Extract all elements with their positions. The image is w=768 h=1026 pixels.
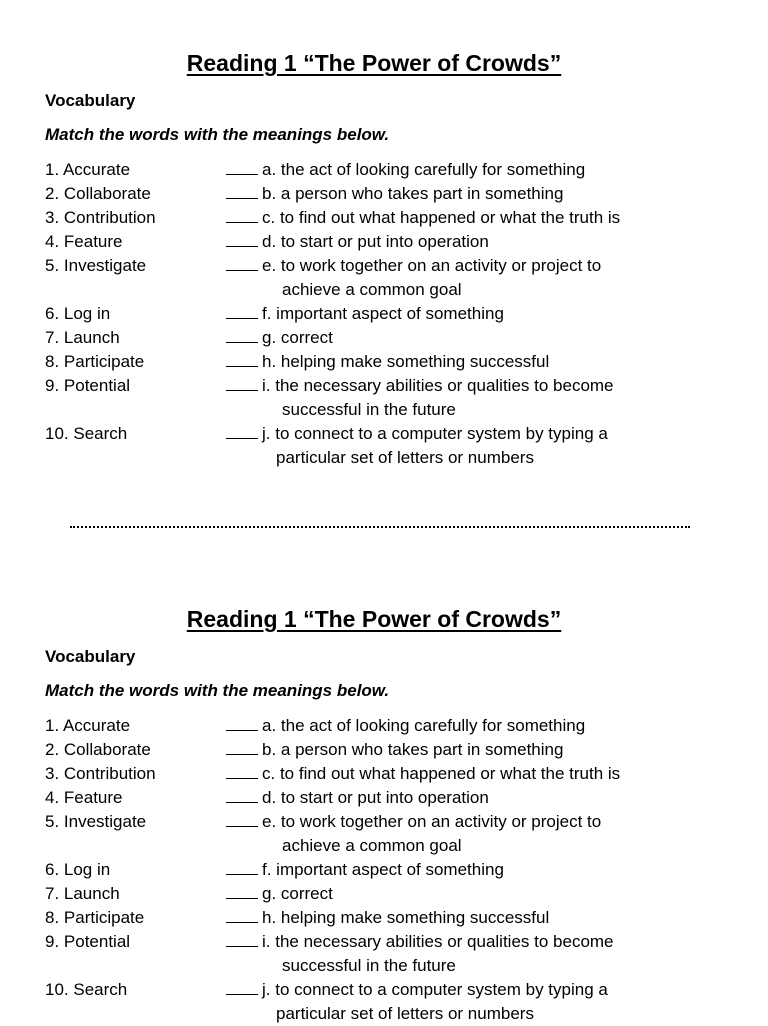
meaning-item bbox=[226, 978, 608, 1002]
word-item: 8. Participate bbox=[45, 352, 145, 371]
meaning-continuation: particular set of letters or numbers bbox=[276, 448, 534, 467]
meaning-item bbox=[226, 858, 504, 882]
answer-blank[interactable] bbox=[226, 254, 258, 271]
meaning-text: j. to connect to a computer system by typing a bbox=[262, 980, 608, 999]
word-item: 3. Contribution bbox=[45, 764, 156, 783]
answer-blank[interactable] bbox=[226, 206, 258, 223]
meaning-item bbox=[226, 230, 489, 254]
answer-blank[interactable] bbox=[226, 302, 258, 319]
answer-blank[interactable] bbox=[226, 738, 258, 755]
answer-blank[interactable] bbox=[226, 182, 258, 199]
word-item: 10. Search bbox=[45, 980, 128, 999]
word-item: 5. Investigate bbox=[45, 812, 147, 831]
cut-line-divider bbox=[70, 526, 690, 528]
meaning-text: g. correct bbox=[262, 884, 333, 903]
word-item: 6. Log in bbox=[45, 860, 111, 879]
instructions: Match the words with the meanings below. bbox=[45, 681, 390, 700]
meaning-text: f. important aspect of something bbox=[262, 860, 504, 879]
meaning-item bbox=[226, 762, 620, 786]
meaning-text: h. helping make something successful bbox=[262, 908, 550, 927]
meaning-item bbox=[226, 350, 549, 374]
word-item: 5. Investigate bbox=[45, 256, 147, 275]
meaning-item bbox=[226, 810, 601, 834]
vocabulary-heading: Vocabulary bbox=[45, 647, 136, 666]
instructions: Match the words with the meanings below. bbox=[45, 125, 390, 144]
word-item: 1. Accurate bbox=[45, 716, 131, 735]
meaning-continuation: successful in the future bbox=[282, 400, 456, 419]
meaning-text: e. to work together on an activity or project to bbox=[262, 256, 602, 275]
meaning-text: c. to find out what happened or what the truth is bbox=[262, 208, 621, 227]
meaning-item bbox=[226, 158, 585, 182]
meaning-continuation: particular set of letters or numbers bbox=[276, 1004, 534, 1023]
word-item: 8. Participate bbox=[45, 908, 145, 927]
meaning-item bbox=[226, 206, 620, 230]
word-item: 3. Contribution bbox=[45, 208, 156, 227]
word-item: 2. Collaborate bbox=[45, 740, 151, 759]
meaning-item bbox=[226, 738, 563, 762]
meaning-text: d. to start or put into operation bbox=[262, 788, 489, 807]
answer-blank[interactable] bbox=[226, 810, 258, 827]
meaning-item bbox=[226, 182, 563, 206]
meaning-item bbox=[226, 422, 608, 446]
meaning-text: a. the act of looking carefully for something bbox=[262, 716, 586, 735]
answer-blank[interactable] bbox=[226, 786, 258, 803]
answer-blank[interactable] bbox=[226, 930, 258, 947]
word-item: 4. Feature bbox=[45, 232, 123, 251]
word-item: 6. Log in bbox=[45, 304, 111, 323]
word-item: 9. Potential bbox=[45, 932, 131, 951]
meaning-item bbox=[226, 302, 504, 326]
meaning-item bbox=[226, 326, 333, 350]
meaning-continuation: achieve a common goal bbox=[282, 836, 462, 855]
meaning-text: j. to connect to a computer system by typing a bbox=[262, 424, 608, 443]
word-item: 9. Potential bbox=[45, 376, 131, 395]
meaning-text: h. helping make something successful bbox=[262, 352, 550, 371]
meaning-text: e. to work together on an activity or project to bbox=[262, 812, 602, 831]
meaning-text: a. the act of looking carefully for something bbox=[262, 160, 586, 179]
word-item: 7. Launch bbox=[45, 328, 120, 347]
meaning-continuation: achieve a common goal bbox=[282, 280, 462, 299]
answer-blank[interactable] bbox=[226, 374, 258, 391]
meaning-continuation: successful in the future bbox=[282, 956, 456, 975]
meaning-item bbox=[226, 930, 614, 954]
meaning-text: d. to start or put into operation bbox=[262, 232, 489, 251]
meaning-item bbox=[226, 906, 549, 930]
meaning-item bbox=[226, 254, 601, 278]
worksheet-title: Reading 1 “The Power of Crowds” bbox=[186, 50, 562, 76]
vocabulary-heading: Vocabulary bbox=[45, 91, 136, 110]
word-item: 7. Launch bbox=[45, 884, 120, 903]
answer-blank[interactable] bbox=[226, 762, 258, 779]
meaning-text: i. the necessary abilities or qualities to become bbox=[262, 932, 614, 951]
meaning-text: b. a person who takes part in something bbox=[262, 740, 564, 759]
meaning-item bbox=[226, 374, 614, 398]
answer-blank[interactable] bbox=[226, 326, 258, 343]
meaning-text: i. the necessary abilities or qualities to become bbox=[262, 376, 614, 395]
answer-blank[interactable] bbox=[226, 158, 258, 175]
worksheet-title: Reading 1 “The Power of Crowds” bbox=[186, 606, 562, 632]
answer-blank[interactable] bbox=[226, 882, 258, 899]
word-item: 1. Accurate bbox=[45, 160, 131, 179]
meaning-text: f. important aspect of something bbox=[262, 304, 504, 323]
word-item: 4. Feature bbox=[45, 788, 123, 807]
answer-blank[interactable] bbox=[226, 978, 258, 995]
meaning-item bbox=[226, 786, 489, 810]
meaning-text: b. a person who takes part in something bbox=[262, 184, 564, 203]
word-item: 2. Collaborate bbox=[45, 184, 151, 203]
answer-blank[interactable] bbox=[226, 350, 258, 367]
meaning-text: g. correct bbox=[262, 328, 333, 347]
answer-blank[interactable] bbox=[226, 714, 258, 731]
meaning-item bbox=[226, 882, 333, 906]
answer-blank[interactable] bbox=[226, 858, 258, 875]
answer-blank[interactable] bbox=[226, 422, 258, 439]
answer-blank[interactable] bbox=[226, 230, 258, 247]
meaning-text: c. to find out what happened or what the truth is bbox=[262, 764, 621, 783]
answer-blank[interactable] bbox=[226, 906, 258, 923]
meaning-item bbox=[226, 714, 585, 738]
word-item: 10. Search bbox=[45, 424, 128, 443]
